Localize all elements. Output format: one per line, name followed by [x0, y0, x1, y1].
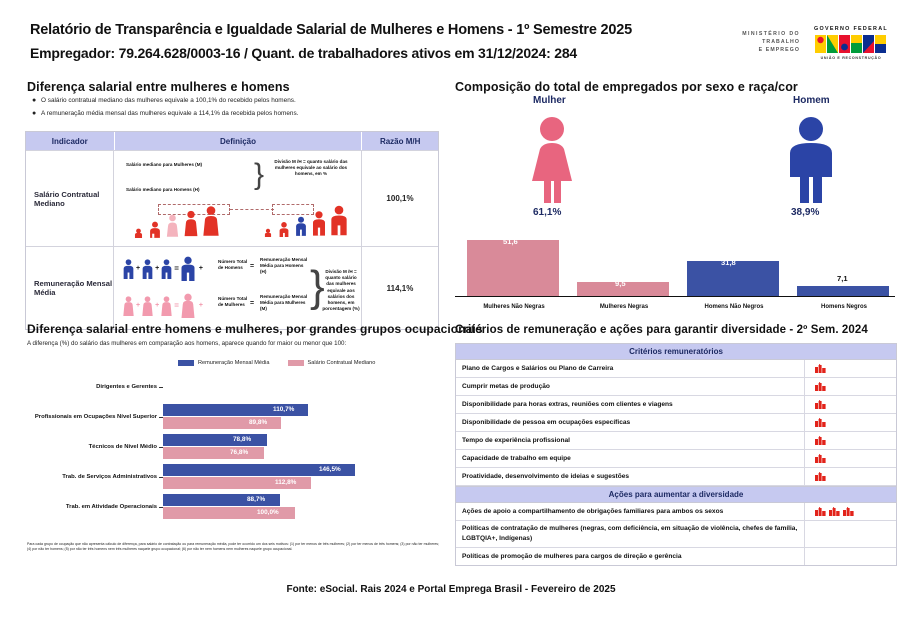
bullet-item: [32, 96, 432, 107]
criteria-text: Disponibilidade para horas extras, reuniões com clientes e viagens: [462, 400, 673, 408]
person-icon: [141, 257, 154, 279]
ratio-value: 114,1%: [386, 283, 414, 293]
person-icon: [122, 257, 135, 279]
person-icon: [122, 294, 135, 316]
diversity-section-header: Ações para aumentar a diversidade: [456, 486, 896, 503]
women-label: Mulher: [533, 95, 566, 106]
indicator-name: Salário Contratual Mediano: [26, 151, 114, 246]
plus-sign-icon: +: [136, 264, 141, 272]
definition-cell: [114, 247, 362, 329]
formula-men-count-label: Número Total de Homens: [218, 259, 248, 271]
ratio-value: 100,1%: [386, 194, 414, 203]
equals-sign-icon: =: [174, 300, 179, 310]
table-row: [456, 468, 896, 486]
person-icon: [141, 294, 154, 316]
formula-men-result-label: Remuneração Mensal Média para Homens (H): [260, 257, 308, 275]
factory-icon: [843, 507, 854, 516]
legend-label: Remuneração Mensal Média: [198, 360, 270, 366]
brace-icon: }: [254, 158, 265, 191]
table-row: [456, 521, 896, 548]
brace-icon: }: [310, 262, 325, 311]
factory-icon: [815, 507, 826, 516]
bar-value: 7,1: [837, 274, 848, 283]
plus-sign-icon: +: [155, 301, 160, 309]
equals-sign-icon: =: [174, 263, 179, 273]
table-row: [456, 548, 896, 565]
bar-value: 9,5: [615, 279, 626, 288]
factory-icon: [815, 436, 826, 445]
criteria-icons: [804, 360, 896, 377]
diversity-text: Políticas de contratação de mulheres (negras, com deficiência, em situação de violência, chefes de família, LGBTQIA+, Indígenas): [462, 525, 798, 542]
occupational-legend: [178, 360, 375, 366]
diversity-icons: [804, 521, 896, 547]
composition-title: Composição do total de empregados por sexo e raça/cor: [455, 80, 798, 94]
criteria-table: [455, 343, 897, 566]
bullet-text: O salário contratual mediano das mulheres equivale a 100,1% do recebido pelos homens.: [41, 97, 296, 104]
man-figure-icon: [785, 115, 837, 208]
ministry-logo: [742, 31, 800, 54]
hbar-label: Trab. de Serviços Administrativos: [62, 474, 157, 480]
employer-info: Empregador: 79.264.628/0003-16 / Quant. de trabalhadores ativos em 31/12/2024: 284: [30, 45, 577, 61]
criteria-icons: [804, 414, 896, 431]
bar-label: Mulheres Não Negras: [483, 304, 545, 310]
criteria-text: Capacidade de trabalho em equipe: [462, 454, 571, 462]
bar-label: Homens Não Negros: [704, 304, 764, 310]
factory-icon: [815, 454, 826, 463]
legend-swatch-icon: [288, 360, 304, 366]
men-label: Homem: [793, 95, 830, 106]
bar-homens-negros: [797, 286, 889, 296]
hbar-value: 146,5%: [319, 466, 341, 473]
table-header-row: [26, 132, 438, 150]
hbar-value: 89,8%: [249, 419, 268, 426]
woman-figure-icon: [523, 115, 581, 208]
table-row: [456, 503, 896, 521]
criteria-icons: [804, 396, 896, 413]
bullet-text: A remuneração média mensal das mulheres equivale a 114,1% da recebida pelos homens.: [41, 109, 299, 117]
factory-icon: [815, 364, 826, 373]
definition-note: Divisão M /H = quanto salário das mulheres equivale aos salários dos homens, em porcentagem (%): [322, 269, 360, 312]
table-row: [456, 378, 896, 396]
table-row: [456, 432, 896, 450]
table-row: [456, 360, 896, 378]
indicator-name: Remuneração Mensal Média: [26, 247, 114, 329]
definition-line-2: Salário mediano para Homens (H): [126, 187, 200, 192]
criteria-text: Cumprir metas de produção: [462, 382, 550, 390]
criteria-section-header: Critérios remuneratórios: [456, 344, 896, 360]
plus-sign-icon: +: [155, 264, 160, 272]
plus-sign-icon: +: [198, 301, 203, 309]
criteria-text: Disponibilidade de pessoa em ocupações específicas: [462, 418, 631, 426]
hbar-label: Trab. em Atividade Operacionais: [65, 504, 157, 510]
hbar-value: 78,8%: [233, 436, 252, 443]
equals-sign-icon: =: [250, 263, 255, 270]
diversity-text: Políticas de promoção de mulheres para cargos de direção e gerência: [462, 552, 682, 560]
ministry-line-3: E EMPREGO: [758, 46, 800, 53]
table-row: [456, 414, 896, 432]
hbar-value: 100,0%: [257, 509, 279, 516]
person-icon: [180, 255, 196, 281]
hbar-value: 112,8%: [275, 479, 297, 486]
plus-sign-icon: +: [198, 264, 203, 272]
salary-gap-title: Diferença salarial entre mulheres e homens: [27, 80, 290, 94]
person-icon: [132, 218, 145, 238]
factory-icon: [815, 382, 826, 391]
person-icon: [180, 292, 196, 318]
hbar-remuneracao: [163, 434, 267, 446]
diversity-icons: [804, 548, 896, 565]
bullet-dot-icon: ●: [32, 109, 37, 117]
plus-sign-icon: +: [136, 301, 141, 309]
legend-label: Salário Contratual Mediano: [307, 360, 376, 366]
table-row: [26, 246, 438, 329]
occupational-bar-chart: [25, 378, 445, 528]
person-icon: [277, 214, 291, 237]
table-row: [456, 450, 896, 468]
bar-value: 31,8: [721, 258, 736, 267]
factory-icon: [829, 507, 840, 516]
person-icon: [160, 257, 173, 279]
criteria-text: Tempo de experiência profissional: [462, 436, 570, 444]
column-header-indicator: Indicador: [26, 132, 115, 150]
criteria-icons: [804, 432, 896, 449]
criteria-title: Critérios de remuneração e ações para garantir diversidade - 2º Sem. 2024: [455, 324, 868, 336]
factory-icon: [815, 400, 826, 409]
men-percentage: 38,9%: [791, 207, 820, 218]
table-row: [456, 396, 896, 414]
equals-sign-icon: =: [250, 300, 255, 307]
person-icon: [202, 203, 220, 238]
race-bar-chart: [455, 228, 895, 310]
legend-item-remuneracao: [178, 360, 270, 366]
hbar-value: 76,8%: [230, 449, 249, 456]
person-icon: [160, 294, 173, 316]
person-icon: [183, 207, 199, 238]
occupational-title: Diferença salarial entre homens e mulheres, por grandes grupos ocupacionais: [27, 322, 483, 336]
formula-women-result-label: Remuneração Mensal Média para Mulheres (M): [260, 294, 308, 312]
diversity-icons: [804, 503, 896, 520]
column-header-definition: Definição: [115, 132, 363, 150]
pictogram-women: [132, 203, 220, 238]
legend-swatch-icon: [178, 360, 194, 366]
criteria-icons: [804, 468, 896, 485]
indicator-table: [25, 131, 439, 330]
definition-note: Divisão M /H = quanto salário das mulheres equivale ao salário dos homens, em %: [274, 159, 348, 177]
hbar-label: Dirigentes e Gerentes: [96, 384, 157, 390]
hbar-salario: [163, 447, 264, 459]
government-logo: [814, 26, 888, 60]
person-icon: [311, 207, 327, 237]
hbar-label: Profissionais em Ocupações Nível Superior: [34, 414, 157, 420]
source-line: Fonte: eSocial. Rais 2024 e Portal Emprega Brasil - Fevereiro de 2025: [286, 584, 616, 595]
formula-men-row: [122, 255, 203, 281]
diversity-text: Ações de apoio a compartilhamento de obrigações familiares para ambos os sexos: [462, 507, 724, 515]
women-percentage: 61,1%: [533, 207, 562, 218]
criteria-icons: [804, 378, 896, 395]
definition-cell: [114, 151, 362, 246]
pictogram-men: [262, 203, 348, 237]
formula-women-count-label: Número Total de Mulheres: [218, 296, 248, 308]
gov-slogan: UNIÃO E RECONSTRUÇÃO: [820, 56, 882, 60]
criteria-icons: [804, 450, 896, 467]
occupational-subtitle: A diferença (%) do salário das mulheres em comparação aos homens, aparece quando for maior ou menor que 100:: [27, 340, 347, 347]
column-header-ratio: Razão M/H: [379, 136, 421, 146]
bullet-item: [32, 109, 432, 120]
page-header: [0, 0, 902, 72]
person-icon: [148, 214, 162, 238]
criteria-text: Proatividade, desenvolvimento de ideias e sugestões: [462, 472, 630, 480]
ministry-line-1: MINISTÉRIO DO: [742, 31, 800, 38]
person-icon: [262, 218, 274, 237]
logo-group: [742, 26, 888, 60]
report-title: Relatório de Transparência e Igualdade Salarial de Mulheres e Homens - 1º Semestre 2025: [30, 22, 632, 38]
table-row: [26, 150, 438, 246]
person-icon: [330, 203, 348, 237]
formula-women-row: [122, 292, 203, 318]
salary-gap-bullets: [32, 96, 432, 121]
definition-line-1: Salário mediano para Mulheres (M): [126, 162, 203, 167]
legend-item-salario: [288, 360, 376, 366]
bar-value: 51,6: [503, 237, 518, 246]
brasil-wordmark-icon: [814, 33, 888, 55]
gov-federal-label: GOVERNO FEDERAL: [813, 26, 888, 32]
person-icon: [294, 211, 308, 237]
ministry-line-2: TRABALHO: [762, 39, 800, 46]
hbar-value: 110,7%: [273, 406, 295, 413]
bullet-dot-icon: ●: [32, 97, 37, 104]
hbar-value: 88,7%: [247, 496, 266, 503]
occupational-footnote: Para cada grupo de ocupação que não apresenta cálculo de diferença, para salário de contratação ou para remuneração média, pode ter ocorrido um dos seis motivos: (1) por ter menos de três mulheres; (2) por ter menos de três homens; (3) por não ter mulheres; (4) por não ter homens; (5) por não ter três homens nem três mulheres naquele grupo ocupacional; (6) por não ter nem homens nem mulheres naquele grupo ocupacional.: [27, 542, 439, 552]
hbar-label: Técnicos de Nível Médio: [88, 444, 157, 450]
factory-icon: [815, 472, 826, 481]
person-icon: [165, 210, 180, 238]
factory-icon: [815, 418, 826, 427]
bar-label: Homens Negros: [820, 304, 867, 310]
bar-mulheres-nao-negras: [467, 240, 559, 296]
criteria-text: Plano de Cargos e Salários ou Plano de Carreira: [462, 364, 614, 372]
bar-label: Mulheres Negras: [599, 304, 649, 310]
